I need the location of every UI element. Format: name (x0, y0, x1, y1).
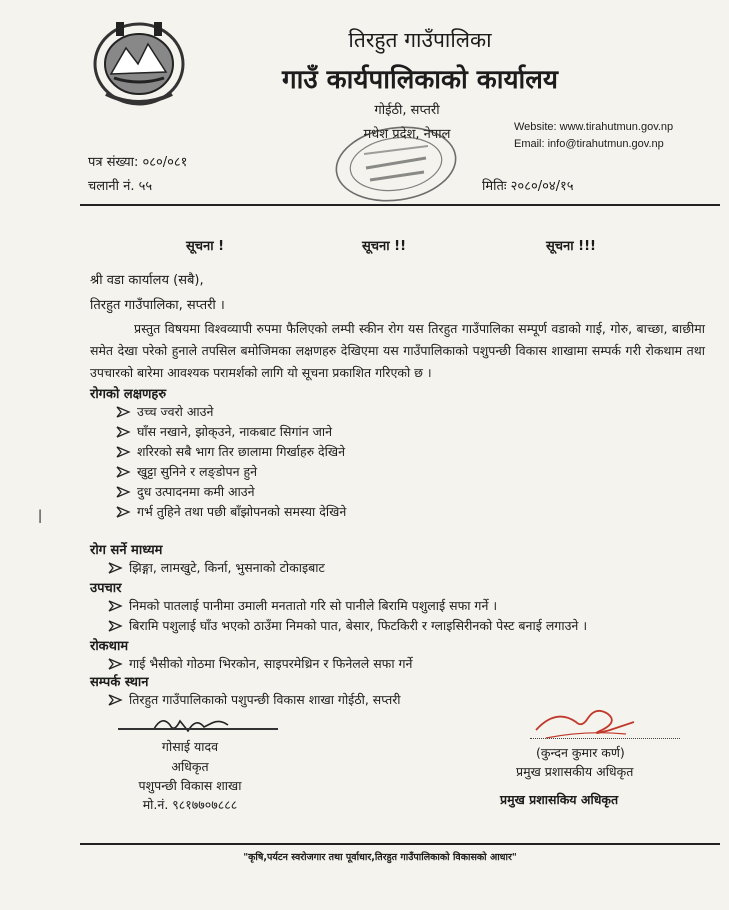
list-item (115, 463, 257, 480)
contact-heading: सम्पर्क स्थान (90, 675, 149, 690)
list-item (107, 691, 401, 708)
list-item (115, 503, 346, 520)
footer-slogan: "कृषि,पर्यटन स्वरोजगार तथा पूर्वाधार,तिरहुत गाउँपालिकाको विकासको आधार" (243, 852, 517, 863)
contact-text: तिरहुत गाउँपालिकाको पशुपन्छी विकास शाखा गोईठी, सप्तरी (129, 692, 401, 707)
list-item (115, 403, 213, 420)
letter-date: मितिः २०८०/०४/१५ (482, 179, 574, 194)
prevention-text: गाई भैसीको गोठमा भिरकोन, साइपरमेथ्रिन र फिनेलले सफा गर्ने (129, 656, 413, 671)
signatory-left-phone: मो.नं. ९८१७७०७८८८ (142, 797, 238, 812)
arrow-bullet-icon (107, 657, 123, 671)
arrow-bullet-icon (115, 485, 131, 499)
arrow-bullet-icon (107, 561, 123, 575)
address-line-1: गोईठी, सप्तरी (374, 103, 440, 118)
symptoms-heading: रोगको लक्षणहरु (90, 387, 167, 402)
list-item (107, 559, 325, 576)
office-name: गाउँ कार्यपालिकाको कार्यालय (282, 65, 558, 95)
notice-heading-3: सूचना !!! (546, 239, 596, 254)
website-text: Website: www.tirahutmun.gov.np (514, 121, 674, 133)
list-item (107, 597, 497, 614)
signatory-left-name: गोसाई यादव (161, 739, 219, 754)
recipient-line-1: श्री वडा कार्यालय (सबै), (90, 273, 204, 288)
arrow-bullet-icon (115, 405, 131, 419)
arrow-bullet-icon (115, 425, 131, 439)
treatment-text: बिरामि पशुलाई घाँउ भएको ठाउँमा निमको पात, बेसार, फिटकिरी र ग्लाइसिरीनको पेस्ट बनाई लगाउने । (129, 618, 588, 633)
notice-heading-2: सूचना !! (362, 239, 407, 254)
recipient-line-2: तिरहुत गाउँपालिका, सप्तरी । (90, 298, 225, 313)
signatory-right-name: (कुन्दन कुमार कर्ण) (536, 745, 625, 760)
signatory-left-title: अधिकृत (171, 759, 209, 774)
symptom-text: शरिरको सबै भाग तिर छालामा गिर्खाहरु देखिने (137, 444, 346, 459)
list-item (107, 655, 413, 672)
office-stamp-icon (326, 112, 464, 208)
arrow-bullet-icon (107, 599, 123, 613)
signature-line-right (530, 738, 680, 739)
treatment-text: निमको पातलाई पानीमा उमाली मनतातो गरि सो पानीले बिरामि पशुलाई सफा गर्ने । (129, 598, 498, 613)
symptom-text: उच्च ज्वरो आउने (137, 404, 214, 419)
arrow-bullet-icon (107, 619, 123, 633)
footer-divider (80, 843, 720, 845)
arrow-bullet-icon (115, 505, 131, 519)
government-emblem-icon (86, 14, 192, 108)
list-item (115, 423, 332, 440)
arrow-bullet-icon (107, 693, 123, 707)
reference-number: पत्र संख्या: ०८०/०८१ (88, 155, 188, 170)
signatory-right-stamp: प्रमुख प्रशासकिय अधिकृत (500, 792, 619, 807)
spread-heading: रोग सर्ने माध्यम (90, 543, 163, 558)
prevention-heading: रोकथाम (90, 639, 129, 654)
notice-heading-1: सूचना ! (186, 239, 225, 254)
email-text: Email: info@tirahutmun.gov.np (514, 138, 664, 150)
header-divider (80, 204, 720, 206)
arrow-bullet-icon (115, 465, 131, 479)
dispatch-number: चलानी नं. ५५ (88, 179, 153, 194)
list-item (107, 617, 587, 634)
symptom-text: खुट्टा सुनिने र लङ्डोपन हुने (137, 464, 258, 479)
address-line-2: मधेश प्रदेश, नेपाल (363, 127, 451, 142)
symptom-text: घाँस नखाने, झोक्उने, नाकबाट सिगांन जाने (137, 424, 333, 439)
treatment-heading: उपचार (90, 581, 122, 596)
symptom-text: दुध उत्पादनमा कमी आउने (137, 484, 255, 499)
signatory-right-title: प्रमुख प्रशासकीय अधिकृत (516, 764, 634, 779)
signature-line-left (118, 728, 278, 730)
arrow-bullet-icon (115, 445, 131, 459)
signature-left-icon (148, 711, 238, 739)
municipality-name: तिरहुत गाउँपालिका (348, 28, 492, 52)
signature-right-icon (526, 700, 644, 748)
symptom-text: गर्भ तुहिने तथा पछी बाँझोपनको समस्या देखिने (137, 504, 347, 519)
list-item (115, 443, 345, 460)
list-item (115, 483, 255, 500)
notice-body: प्रस्तुत विषयमा विश्वव्यापी रुपमा फैलिएको लम्पी स्कीन रोग यस तिरहुत गाउँपालिका सम्पूर्ण वडाको गाई, गोरु, बाच्छा, बाछीमा समेत देखा परेको हुनाले तपसिल बमोजिमका लक्षणहरु देखिएमा यस गाउँपालिकाको पशुपन्छी विकास शाखामा सम्पर्क गरी रोकथाम तथा उपचारको बारेमा आवश्यक परामर्शको लागि यो सूचना प्रकाशित गरिएको छ । (90, 321, 705, 380)
spread-text: झिङ्गा, लामखुटे, किर्ना, भुसनाको टोकाइबाट (129, 560, 325, 575)
signatory-left-dept: पशुपन्छी विकास शाखा (138, 778, 242, 793)
margin-mark: ǀ (38, 508, 43, 524)
